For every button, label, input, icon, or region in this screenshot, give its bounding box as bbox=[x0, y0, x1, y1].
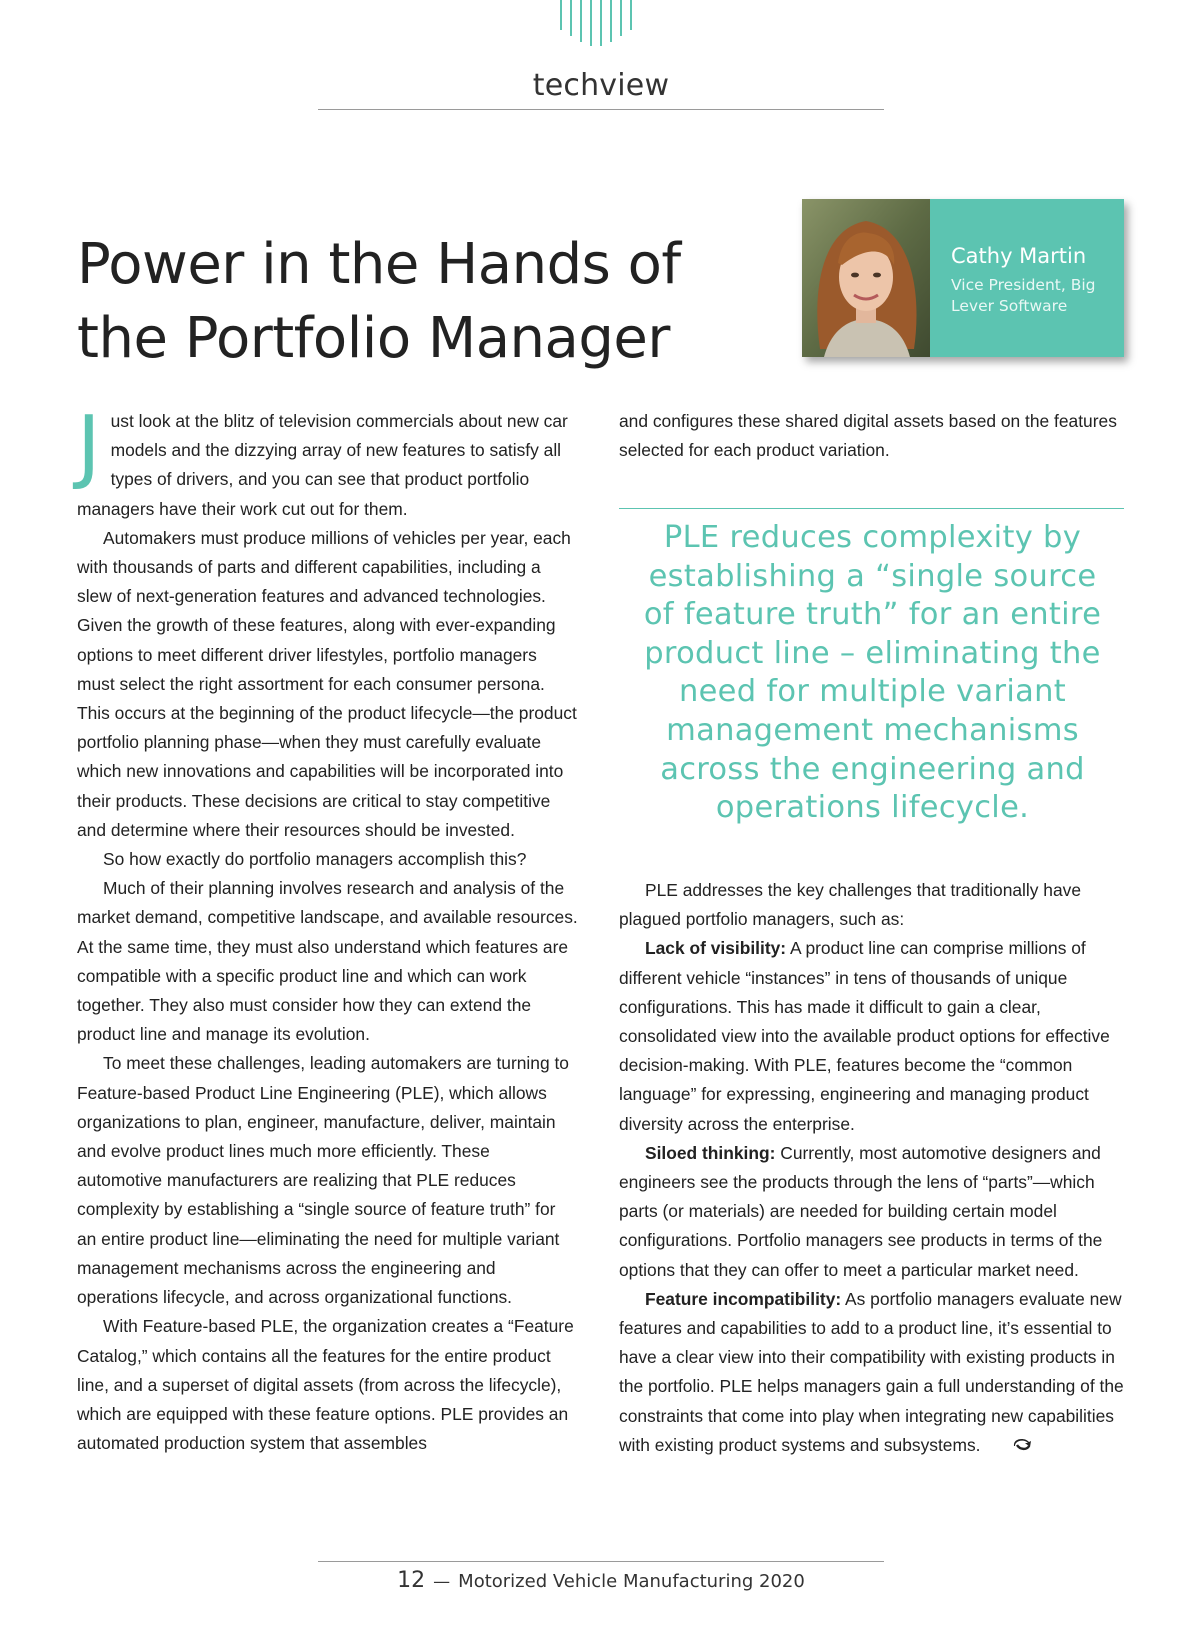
body-paragraph: PLE addresses the key challenges that traditionally have plagued portfolio managers, such as: bbox=[619, 880, 1081, 930]
header-divider bbox=[318, 109, 884, 110]
footer-divider bbox=[318, 1561, 884, 1562]
body-paragraph: So how exactly do portfolio managers accomplish this? bbox=[103, 849, 527, 870]
body-column-right-top bbox=[619, 407, 1124, 465]
subhead-label: Feature incompatibility: bbox=[645, 1288, 842, 1309]
section-label: techview bbox=[532, 68, 670, 103]
footer-separator: — bbox=[433, 1572, 451, 1592]
pull-quote-divider bbox=[619, 508, 1124, 509]
body-paragraph: With Feature-based PLE, the organization creates a “Feature Catalog,” which contains all the features for the entire product line, and a superset of digital assets (from across the lifecycle), which are equipped with these feature options. PLE provides an automated production system that assembles bbox=[77, 1316, 574, 1454]
author-photo bbox=[802, 199, 930, 357]
drop-cap: J bbox=[77, 399, 101, 492]
body-column-right bbox=[619, 876, 1124, 1461]
paragraph-text: Currently, most automotive designers and engineers see the products through the lens of “parts”—which parts (or materials) are needed for building certain model configurations. Portfolio managers see products in terms of the options that they can offer to meet a particular market need. bbox=[619, 1142, 1103, 1280]
author-name: Cathy Martin bbox=[951, 244, 1087, 268]
body-paragraph: To meet these challenges, leading automakers are turning to Feature-based Product Line Engineering (PLE), which allows organizations to plan, engineer, manufacture, deliver, maintain and evolve product lines much more efficiently. These automotive manufacturers are realizing that PLE reduces complexity by establishing a “single source of feature truth” for an entire product line—eliminating the need for multiple variant management mechanisms across the engineering and operations lifecycle, and across organizational functions. bbox=[77, 1053, 569, 1308]
article-title: Power in the Hands of the Portfolio Manager bbox=[77, 232, 681, 371]
subhead-label: Lack of visibility: bbox=[645, 938, 787, 959]
body-paragraph bbox=[619, 1139, 1124, 1285]
body-paragraph: Automakers must produce millions of vehicles per year, each with thousands of parts and different capabilities, including a slew of next-generation features and advanced technologies. Given the growth of these features, along with ever-expanding options to meet different driver lifestyles, portfolio managers must select the right assortment for each consumer persona. This occurs at the beginning of the product lifecycle—the product portfolio planning phase—when they must carefully evaluate which new innovations and capabilities will be incorporated into their products. These decisions are critical to stay competitive and determine where their resources should be invested. bbox=[77, 527, 577, 840]
body-paragraph: Much of their planning involves research and analysis of the market demand, competitive landscape, and available resources. At the same time, they must also understand which features are compatible with a specific product line and which can work together. They also must consider how they can extend the product line and manage its evolution. bbox=[77, 878, 578, 1045]
body-paragraph bbox=[619, 934, 1124, 1138]
body-paragraph: and configures these shared digital assets based on the features selected for each product variation. bbox=[619, 411, 1117, 461]
subhead-label: Siloed thinking: bbox=[645, 1142, 776, 1163]
author-role: Vice President, Big Lever Software bbox=[951, 276, 1096, 315]
pull-quote: PLE reduces complexity by establishing a “single source of feature truth” for an entire product line – eliminating the need for multiple variant management mechanisms across the engineering and operations lifecycle. bbox=[643, 520, 1102, 826]
paragraph-text: ust look at the blitz of television commercials about new car models and the dizzying array of new features to satisfy all types of drivers, and you can see that product portfolio managers have their work cut out for them. bbox=[77, 411, 568, 519]
page-footer bbox=[318, 1568, 884, 1593]
paragraph-text: As portfolio managers evaluate new features and capabilities to add to a product line, it’s essential to have a clear view into their compatibility with existing products in the portfolio. PLE helps managers gain a full understanding of the constraints that come into play when integrating new capabilities with existing product systems and subsystems. bbox=[619, 1288, 1124, 1455]
body-paragraph bbox=[77, 399, 579, 524]
body-paragraph bbox=[619, 1285, 1124, 1461]
decorative-lines-icon bbox=[560, 0, 642, 46]
page-number: 12 bbox=[397, 1568, 426, 1593]
end-of-article-icon bbox=[986, 1432, 1032, 1461]
author-card bbox=[802, 199, 1124, 357]
body-column-left bbox=[77, 399, 579, 1458]
paragraph-text: A product line can comprise millions of different vehicle “instances” in tens of thousands of unique configurations. This has made it difficult to gain a clear, consolidated view into the available product options for effective decision-making. With PLE, features become the “common language” for expressing, engineering and managing product diversity across the enterprise. bbox=[619, 938, 1110, 1134]
publication-name: Motorized Vehicle Manufacturing 2020 bbox=[458, 1571, 805, 1592]
